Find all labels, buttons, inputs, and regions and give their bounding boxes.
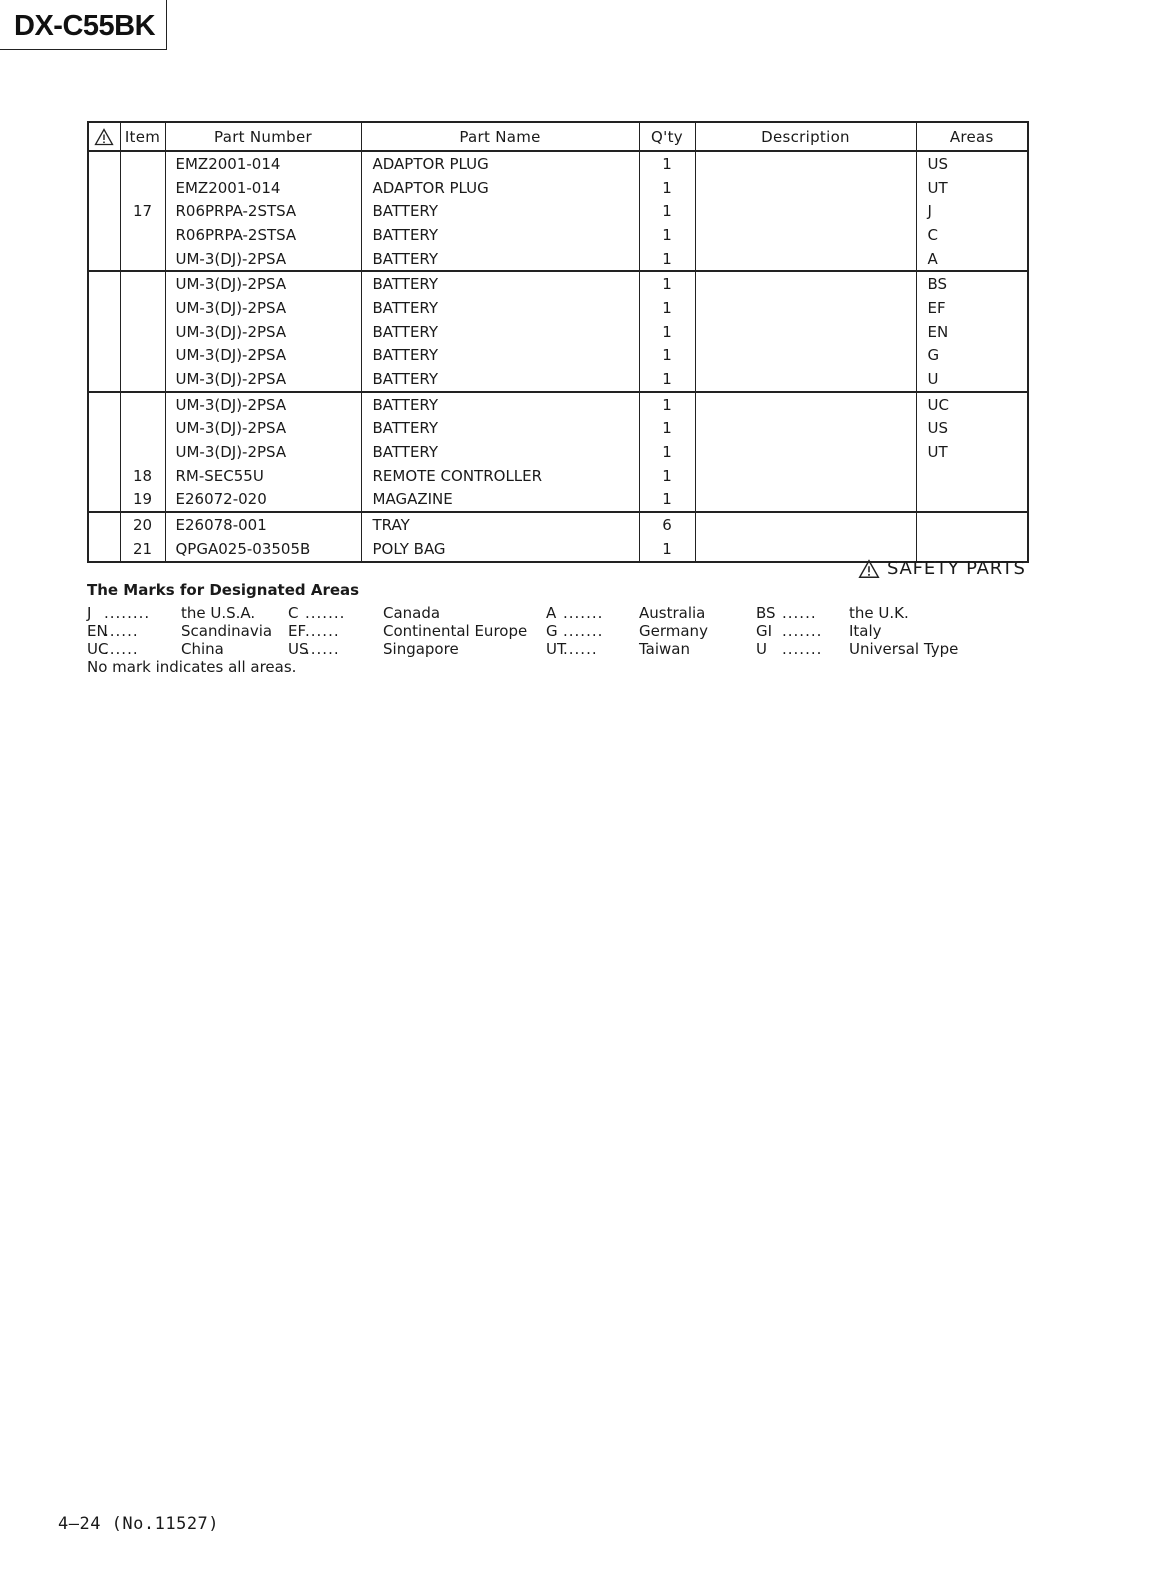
item-cell [120, 151, 165, 176]
area-cell: J [916, 199, 1028, 223]
part-name-cell: BATTERY [361, 296, 639, 320]
area-mark-name: the U.K. [849, 604, 909, 622]
column-header-qty: Q'ty [639, 122, 695, 151]
description-cell [695, 417, 916, 441]
table-row [88, 247, 1028, 272]
area-mark-code: BS [756, 604, 776, 622]
area-mark-name: China [181, 640, 224, 658]
area-mark-name: Australia [639, 604, 706, 622]
area-mark-code: US [288, 640, 309, 658]
item-cell [120, 271, 165, 296]
area-mark-leader: ....... [563, 604, 604, 622]
area-mark-code: C [288, 604, 299, 622]
area-mark-leader: ........ [104, 604, 151, 622]
table-row [88, 296, 1028, 320]
description-cell [695, 392, 916, 417]
qty-cell: 1 [639, 417, 695, 441]
table-row [88, 199, 1028, 223]
safety-mark-cell [88, 176, 120, 200]
area-cell: A [916, 247, 1028, 272]
area-mark-name: Universal Type [849, 640, 959, 658]
part-number-cell: R06PRPA-2STSA [165, 223, 361, 247]
part-number-cell: E26072-020 [165, 488, 361, 513]
warning-triangle-icon [858, 559, 880, 579]
part-name-cell: ADAPTOR PLUG [361, 176, 639, 200]
qty-cell: 1 [639, 392, 695, 417]
item-cell [120, 367, 165, 392]
item-cell: 18 [120, 464, 165, 488]
model-header-box [0, 0, 167, 50]
column-header-item: Item [120, 122, 165, 151]
item-cell [120, 247, 165, 272]
area-cell: UT [916, 440, 1028, 464]
table-header-row [88, 122, 1028, 151]
area-mark-name: Italy [849, 622, 882, 640]
table-row [88, 271, 1028, 296]
area-mark-code: UC [87, 640, 109, 658]
description-cell [695, 151, 916, 176]
area-mark-leader: ...... [305, 622, 340, 640]
qty-cell: 1 [639, 344, 695, 368]
parts-table [87, 121, 1029, 563]
safety-mark-cell [88, 320, 120, 344]
qty-cell: 1 [639, 464, 695, 488]
column-header-description: Description [695, 122, 916, 151]
area-mark-leader: ...... [104, 640, 139, 658]
area-mark-code: UT [546, 640, 567, 658]
part-name-cell: BATTERY [361, 320, 639, 344]
description-cell [695, 512, 916, 537]
part-name-cell: BATTERY [361, 247, 639, 272]
area-cell: EF [916, 296, 1028, 320]
qty-cell: 1 [639, 151, 695, 176]
area-mark-name: Scandinavia [181, 622, 273, 640]
qty-cell: 1 [639, 537, 695, 562]
table-row [88, 417, 1028, 441]
area-mark-leader: ...... [782, 604, 817, 622]
area-mark-name: Canada [383, 604, 441, 622]
warning-triangle-icon [94, 128, 114, 146]
item-cell: 20 [120, 512, 165, 537]
item-cell [120, 223, 165, 247]
part-number-cell: UM-3(DJ)-2PSA [165, 344, 361, 368]
description-cell [695, 247, 916, 272]
column-header-areas: Areas [916, 122, 1028, 151]
table-row [88, 151, 1028, 176]
table-row [88, 488, 1028, 513]
safety-mark-cell [88, 537, 120, 562]
safety-mark-cell [88, 392, 120, 417]
part-name-cell: BATTERY [361, 344, 639, 368]
qty-cell: 1 [639, 247, 695, 272]
safety-mark-cell [88, 247, 120, 272]
qty-cell: 1 [639, 176, 695, 200]
part-number-cell: UM-3(DJ)-2PSA [165, 417, 361, 441]
table-row [88, 344, 1028, 368]
part-name-cell: BATTERY [361, 392, 639, 417]
area-mark-leader: ...... [563, 640, 598, 658]
area-cell [916, 464, 1028, 488]
description-cell [695, 488, 916, 513]
area-cell: U [916, 367, 1028, 392]
area-mark-leader: ....... [563, 622, 604, 640]
area-mark-code: EN [87, 622, 108, 640]
table-row [88, 320, 1028, 344]
part-number-cell: UM-3(DJ)-2PSA [165, 271, 361, 296]
description-cell [695, 199, 916, 223]
item-cell [120, 320, 165, 344]
part-name-cell: TRAY [361, 512, 639, 537]
area-mark-name: Singapore [383, 640, 459, 658]
part-number-cell: EMZ2001-014 [165, 151, 361, 176]
item-cell: 17 [120, 199, 165, 223]
part-name-cell: REMOTE CONTROLLER [361, 464, 639, 488]
qty-cell: 1 [639, 440, 695, 464]
part-number-cell: UM-3(DJ)-2PSA [165, 247, 361, 272]
area-mark-code: A [546, 604, 557, 622]
part-name-cell: BATTERY [361, 271, 639, 296]
safety-column-header [88, 122, 120, 151]
part-number-cell: UM-3(DJ)-2PSA [165, 296, 361, 320]
qty-cell: 1 [639, 488, 695, 513]
item-cell: 21 [120, 537, 165, 562]
description-cell [695, 271, 916, 296]
part-number-cell: EMZ2001-014 [165, 176, 361, 200]
safety-mark-cell [88, 223, 120, 247]
table-row [88, 464, 1028, 488]
table-row [88, 223, 1028, 247]
part-number-cell: RM-SEC55U [165, 464, 361, 488]
area-cell: UT [916, 176, 1028, 200]
qty-cell: 1 [639, 199, 695, 223]
qty-cell: 1 [639, 367, 695, 392]
safety-parts-legend [858, 558, 1026, 579]
item-cell: 19 [120, 488, 165, 513]
qty-cell: 1 [639, 320, 695, 344]
qty-cell: 1 [639, 271, 695, 296]
part-name-cell: BATTERY [361, 440, 639, 464]
description-cell [695, 367, 916, 392]
safety-mark-cell [88, 367, 120, 392]
area-mark-leader: ...... [305, 640, 340, 658]
part-name-cell: MAGAZINE [361, 488, 639, 513]
description-cell [695, 223, 916, 247]
safety-mark-cell [88, 344, 120, 368]
part-number-cell: E26078-001 [165, 512, 361, 537]
item-cell [120, 296, 165, 320]
part-number-cell: R06PRPA-2STSA [165, 199, 361, 223]
area-cell: US [916, 417, 1028, 441]
designated-areas-title: The Marks for Designated Areas [87, 581, 360, 599]
area-mark-name: Germany [639, 622, 708, 640]
table-row [88, 392, 1028, 417]
qty-cell: 1 [639, 296, 695, 320]
description-cell [695, 464, 916, 488]
column-header-part-name: Part Name [361, 122, 639, 151]
table-row [88, 367, 1028, 392]
designated-areas-note: No mark indicates all areas. [87, 658, 297, 676]
safety-mark-cell [88, 296, 120, 320]
safety-mark-cell [88, 488, 120, 513]
safety-mark-cell [88, 151, 120, 176]
area-mark-code: J [87, 604, 92, 622]
part-number-cell: UM-3(DJ)-2PSA [165, 392, 361, 417]
page-number: 4—24 (No.11527) [58, 1514, 220, 1534]
part-number-cell: UM-3(DJ)-2PSA [165, 320, 361, 344]
item-cell [120, 417, 165, 441]
area-mark-leader: ...... [104, 622, 139, 640]
area-mark-leader: ....... [782, 622, 823, 640]
part-name-cell: POLY BAG [361, 537, 639, 562]
area-cell: US [916, 151, 1028, 176]
description-cell [695, 176, 916, 200]
description-cell [695, 440, 916, 464]
area-cell [916, 512, 1028, 537]
area-mark-code: G [546, 622, 558, 640]
safety-mark-cell [88, 271, 120, 296]
area-cell: UC [916, 392, 1028, 417]
model-title: DX-C55BK [14, 10, 156, 42]
parts-table-body [88, 151, 1028, 562]
part-name-cell: BATTERY [361, 199, 639, 223]
part-number-cell: QPGA025-03505B [165, 537, 361, 562]
part-name-cell: ADAPTOR PLUG [361, 151, 639, 176]
area-cell: EN [916, 320, 1028, 344]
column-header-part-number: Part Number [165, 122, 361, 151]
part-name-cell: BATTERY [361, 417, 639, 441]
safety-mark-cell [88, 440, 120, 464]
area-mark-code: U [756, 640, 767, 658]
safety-parts-label: SAFETY PARTS [887, 558, 1026, 579]
table-row [88, 512, 1028, 537]
part-name-cell: BATTERY [361, 367, 639, 392]
qty-cell: 1 [639, 223, 695, 247]
safety-mark-cell [88, 464, 120, 488]
item-cell [120, 440, 165, 464]
area-mark-leader: ....... [305, 604, 346, 622]
description-cell [695, 320, 916, 344]
area-mark-name: the U.S.A. [181, 604, 256, 622]
area-mark-leader: ....... [782, 640, 823, 658]
area-mark-code: GI [756, 622, 773, 640]
area-cell: BS [916, 271, 1028, 296]
safety-mark-cell [88, 512, 120, 537]
description-cell [695, 344, 916, 368]
area-mark-code: EF [288, 622, 307, 640]
qty-cell: 6 [639, 512, 695, 537]
safety-mark-cell [88, 417, 120, 441]
area-mark-name: Taiwan [639, 640, 691, 658]
area-mark-name: Continental Europe [383, 622, 528, 640]
item-cell [120, 176, 165, 200]
safety-mark-cell [88, 199, 120, 223]
table-row [88, 176, 1028, 200]
description-cell [695, 296, 916, 320]
area-cell: G [916, 344, 1028, 368]
part-number-cell: UM-3(DJ)-2PSA [165, 440, 361, 464]
item-cell [120, 392, 165, 417]
area-cell: C [916, 223, 1028, 247]
table-row [88, 440, 1028, 464]
part-number-cell: UM-3(DJ)-2PSA [165, 367, 361, 392]
area-cell [916, 488, 1028, 513]
part-name-cell: BATTERY [361, 223, 639, 247]
item-cell [120, 344, 165, 368]
